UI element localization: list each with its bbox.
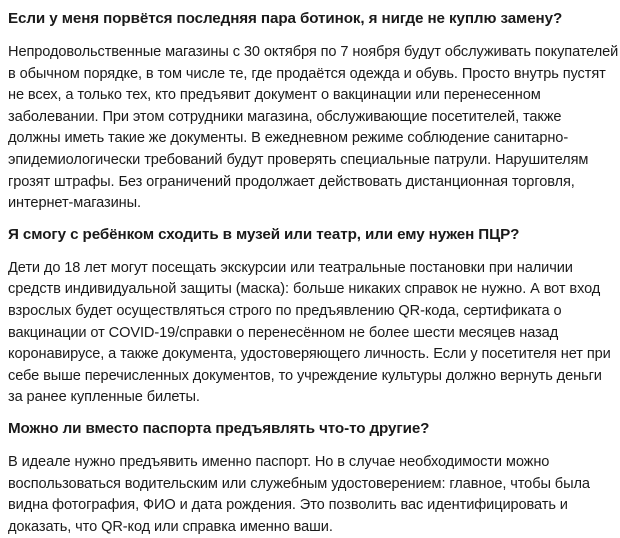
answer-line: Непродовольственные магазины с 30 октября по 7 ноября будут обслуживать покупателей [8,44,619,60]
answer-paragraph-shoes [8,42,619,215]
answer-line: воспользоваться водительским или служебным удостоверением: главное, чтобы была [8,475,590,492]
answer-line: заболевании. При этом сотрудники магазина, обслуживающие посетителей, также [8,108,562,125]
answer-line: должны иметь такие же документы. В ежедневном режиме соблюдение санитарно- [8,130,569,147]
answer-paragraph-passport [8,452,614,538]
answer-line: в обычном порядке, в том числе те, где продаётся одежда и обувь. Просто внутрь пустят [8,65,606,82]
answer-line: за ранее купленные билеты. [8,389,200,406]
answer-line: вакцинации от COVID-19/справки о перенесённом не более шести месяцев назад [8,324,559,341]
answer-line: средств индивидуальной защиты (маска): больше никаких справок не нужно. А вот вход [8,281,601,298]
question-heading-shoes: Если у меня порвётся последняя пара ботинок, я нигде не куплю замену? [8,10,563,27]
question-heading-passport: Можно ли вместо паспорта предъявлять что-то другие? [8,419,430,437]
answer-line: интернет-магазины. [8,195,141,212]
answer-line: не всех, а только тех, кто предъявит документ о вакцинации или перенесенном [8,87,541,104]
answer-line: грозят штрафы. Без ограничений продолжает действовать дистанционная торговля, [8,173,575,190]
answer-line: Дети до 18 лет могут посещать экскурсии или театральные постановки при наличии [8,259,573,276]
answer-line: взрослых будет осуществляться строго по предъявлению QR-кода, сертификата о [8,302,562,319]
answer-paragraph-museum [8,258,614,409]
answer-line: видна фотография, ФИО и дата рождения. Это позволить вас идентифицировать и [8,497,568,514]
answer-line: себе выше перечисленных документов, то учреждение культуры должно вернуть деньги [8,367,602,384]
answer-line: эпидемиологически требований будут проверять специальные патрули. Нарушителям [8,151,589,168]
answer-line: коронавирусе, а также документа, удостоверяющего личность. Если у посетителя нет при [8,346,611,363]
answer-line: В идеале нужно предъявить именно паспорт. Но в случае необходимости можно [8,453,550,470]
answer-line: доказать, что QR-код или справка именно ваши. [8,518,333,535]
question-heading-museum: Я смогу с ребёнком сходить в музей или театр, или ему нужен ПЦР? [8,225,520,243]
